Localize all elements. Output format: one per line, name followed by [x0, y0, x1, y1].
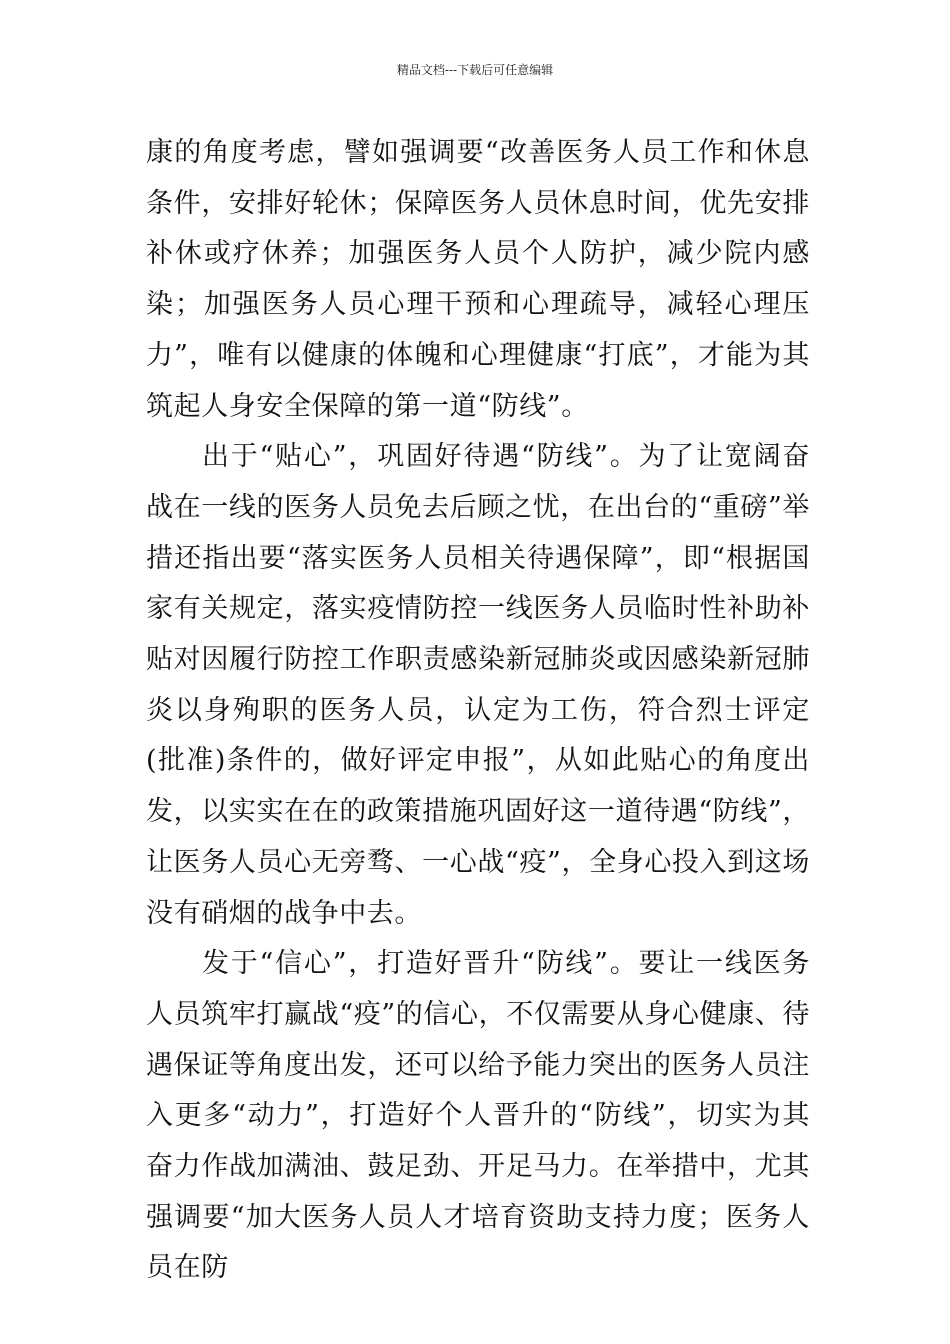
paragraph-treatment-defense: 出于“贴心”，巩固好待遇“防线”。为了让宽阔奋战在一线的医务人员免去后顾之忧，在出台的“重磅”举措还指出要“落实医务人员相关待遇保障”，即“根据国家有关规定，落实疫情防控一线医务人员临时性补助补贴对因履行防控工作职责感染新冠肺炎或因感染新冠肺炎以身殉职的医务人员，认定为工伤，符合烈士评定(批准)条件的，做好评定申报”，从如此贴心的角度出发，以实实在在的政策措施巩固好这一道待遇“防线”，让医务人员心无旁骛、一心战“疫”，全身心投入到这场没有硝烟的战争中去。: [146, 441, 810, 929]
paragraph-promotion-defense: 发于“信心”，打造好晋升“防线”。要让一线医务人员筑牢打赢战“疫”的信心，不仅需要从身心健康、待遇保证等角度出发，还可以给予能力突出的医务人员注入更多“动力”，打造好个人晋升的“防线”，切实为其奋力作战加满油、鼓足劲、开足马力。在举措中，尤其强调要“加大医务人员人才培育资助支持力度；医务人员在防: [146, 948, 810, 1284]
page-header: 精品文档---下载后可任意编辑: [396, 63, 554, 77]
document-body: [146, 128, 810, 1294]
paragraph-continuation: 康的角度考虑，譬如强调要“改善医务人员工作和休息条件，安排好轮休；保障医务人员休息时间，优先安排补休或疗休养；加强医务人员个人防护，减少院内感染；加强医务人员心理干预和心理疏导，减轻心理压力”，唯有以健康的体魄和心理健康“打底”，才能为其筑起人身安全保障的第一道“防线”。: [146, 137, 810, 422]
